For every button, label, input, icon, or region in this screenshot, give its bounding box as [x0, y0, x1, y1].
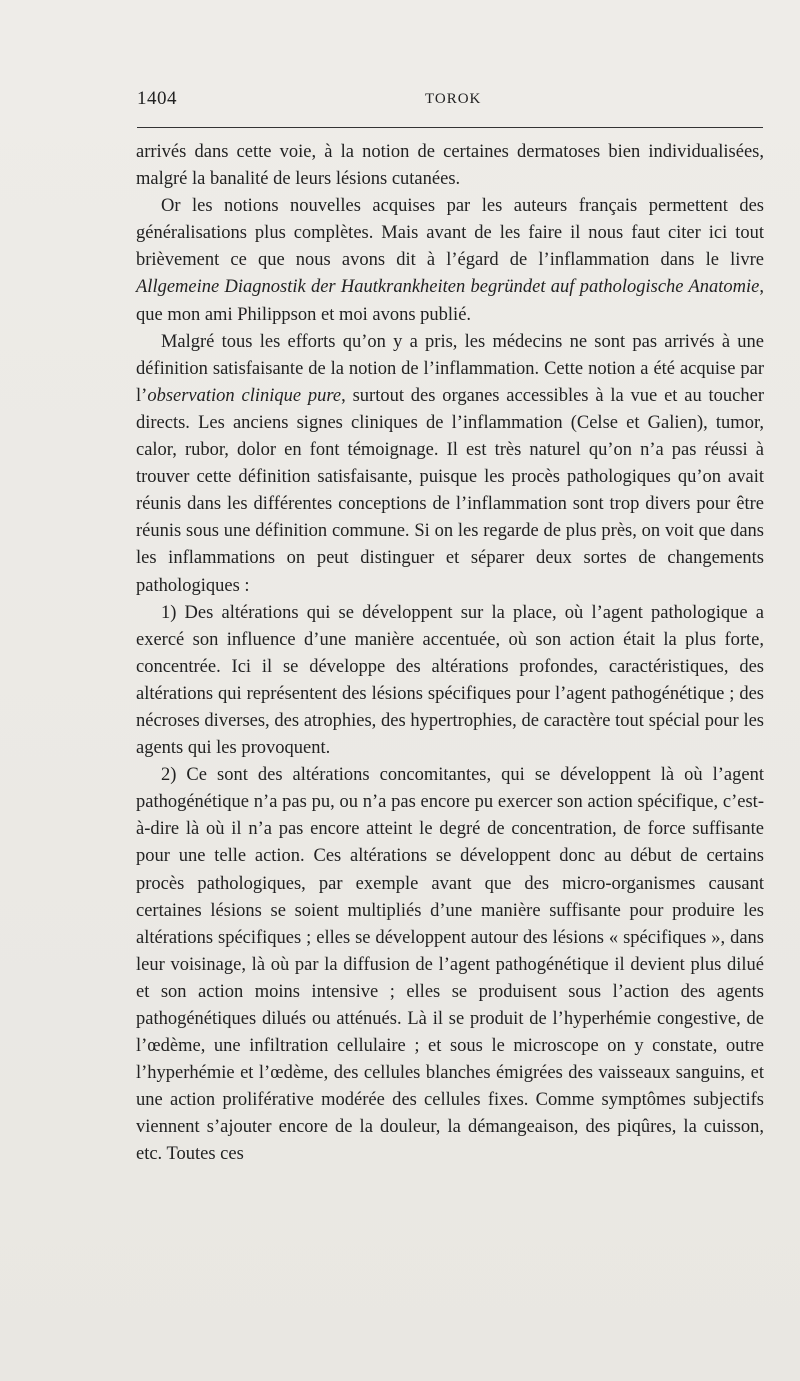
paragraph-1-text: arrivés dans cette voie, à la notion de certaines dermatoses bien individualisées, malgré la banalité de leurs lésions cutanées.	[136, 142, 764, 190]
running-title: TOROK	[425, 91, 482, 107]
page-number: 1404	[137, 88, 177, 109]
paragraph-4	[136, 600, 764, 763]
paragraph-3	[136, 329, 764, 600]
paragraph-3-text-a: Malgré tous les efforts qu’on y a pris, les médecins ne sont pas arrivés à une définition satisfaisante de la notion de l’inflammation. Cette notion a été acquise par l’	[136, 331, 764, 406]
observation-italic: observation clinique pure	[147, 385, 342, 406]
paragraph-2-text-b: , que mon ami Philippson et moi avons publié.	[136, 277, 764, 325]
paragraph-3-text-b: , surtout des organes accessibles à la vue et au toucher directs. Les anciens signes cliniques de l’inflammation (Celse et Galien), tumor, calor, rubor, dolor en font témoignage. Il est très naturel qu’on n’a pas réussi à trouver cette définition satisfaisante, puisque les procès pathologiques qu’on avait réunis dans les différentes conceptions de l’inflammation sont trop divers pour être réunis sous une définition commune. Si on les regarde de plus près, on voit que dans les inflammations on peut distinguer et séparer deux sortes de changements pathologiques :	[136, 385, 764, 596]
book-title-italic: Allgemeine Diagnostik der Hautkrankheiten begründet auf pathologische Anatomie	[136, 277, 760, 298]
paragraph-1	[136, 139, 764, 193]
paragraph-5	[136, 762, 764, 1168]
header-rule	[137, 127, 763, 128]
paragraph-5-text: 2) Ce sont des altérations concomitantes, qui se développent là où l’agent pathogénétique n’a pas pu, ou n’a pas encore pu exercer son action spécifique, c’est-à-dire là où il n’a pas encore atteint le degré de concentration, de force suffisante pour une telle action. Ces altérations se développent donc au début de certains procès pathologiques, par exemple avant que des micro-organismes causant certaines lésions se soient multipliés d’une manière suffisante pour produire les altérations spécifiques ; elles se développent autour des lésions « spécifiques », dans leur voisinage, là où par la diffusion de l’agent pathogénétique il devient plus dilué et son action moins intensive ; elles se produisent sous l’action des agents pathogénétiques dilués ou atténués. Là il se produit de l’hyperhémie congestive, de l’œdème, une infiltration cellulaire ; et sous le microscope on y constate, outre l’hyperhémie et l’œdème, des cellules blanches émigrées des vaisseaux sanguins, et une action proliférative modérée des cellules fixes. Comme symptômes subjectifs viennent s’ajouter encore de la douleur, la démangeaison, des piqûres, la cuisson, etc. Toutes ces	[136, 765, 764, 1165]
body-text	[136, 139, 764, 1169]
paragraph-2	[136, 193, 764, 328]
page-header	[137, 88, 763, 116]
paragraph-4-text: 1) Des altérations qui se développent sur la place, où l’agent pathologique a exercé son influence d’une manière accentuée, où son action était la plus forte, concentrée. Ici il se développe des altérations profondes, caractéristiques, des altérations qui représentent des lésions spécifiques pour l’agent pathogénétique ; des nécroses diverses, des atrophies, des hypertrophies, de caractère tout spécial pour les agents qui les provoquent.	[136, 602, 764, 759]
paragraph-2-text-a: Or les notions nouvelles acquises par les auteurs français permettent des généralisations plus complètes. Mais avant de les faire il nous faut citer ici tout brièvement ce que nous avons dit à l’égard de l’inflammation dans le livre	[136, 196, 764, 271]
